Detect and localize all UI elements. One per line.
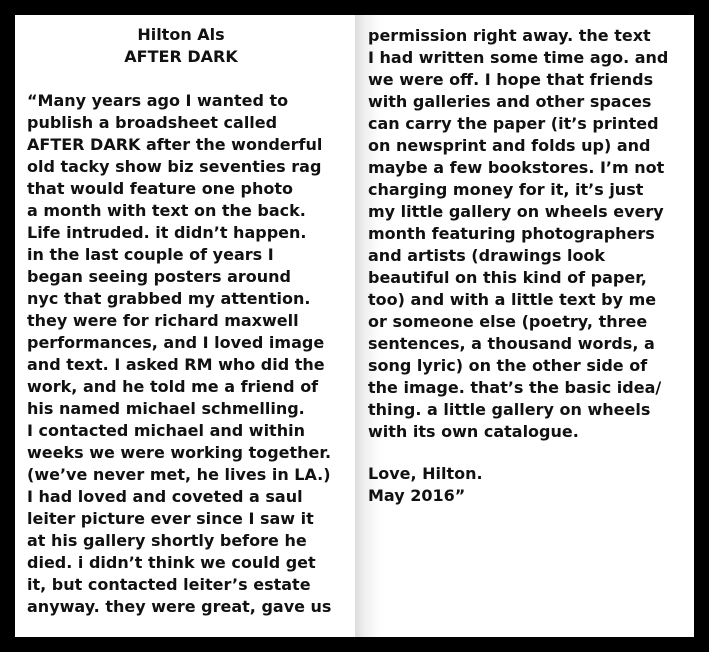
text-line: I had written some time ago. and [368,48,669,67]
author-name: Hilton Als [137,25,225,44]
text-line: died. i didn’t think we could get [27,553,316,572]
closing-line: Love, Hilton. [368,464,483,483]
text-line: they were for richard maxwell [27,311,299,330]
text-line: and text. I asked RM who did the [27,355,325,374]
left-page [15,15,355,637]
text-line: “Many years ago I wanted to [27,91,289,110]
text-line: performances, and I loved image [27,333,325,352]
right-page [355,15,694,637]
text-line: charging money for it, it’s just [368,180,644,199]
text-line: with galleries and other spaces [368,92,652,111]
text-line: we were off. I hope that friends [368,70,654,89]
text-line: permission right away. the text [368,26,651,45]
text-line: thing. a little gallery on wheels [368,400,651,419]
text-line: weeks we were working together. [27,443,332,462]
text-line: it, but contacted leiter’s estate [27,575,311,594]
text-line: began seeing posters around [27,267,292,286]
text-line: (we’ve never met, he lives in LA.) [27,465,331,484]
left-page-text [27,90,331,618]
text-line: song lyric) on the other side of [368,356,648,375]
text-line: with its own catalogue. [368,422,579,441]
text-line: sentences, a thousand words, a [368,334,655,353]
text-line: a month with text on the back. [27,201,306,220]
text-line: or someone else (poetry, three [368,312,648,331]
text-line: AFTER DARK after the wonderful [27,135,323,154]
text-line: leiter picture ever since I saw it [27,509,314,528]
date-line: May 2016” [368,486,466,505]
article-title: AFTER DARK [124,47,238,66]
text-line: I had loved and coveted a saul [27,487,303,506]
text-line: at his gallery shortly before he [27,531,307,550]
text-line: publish a broadsheet called [27,113,278,132]
text-line: beautiful on this kind of paper, [368,268,647,287]
text-line: work, and he told me a friend of [27,377,319,396]
text-line: anyway. they were great, gave us [27,597,332,616]
text-line: month featuring photographers [368,224,655,243]
text-line: on newsprint and folds up) and [368,136,651,155]
signoff [368,463,483,507]
text-line: nyc that grabbed my attention. [27,289,311,308]
text-line: too) and with a little text by me [368,290,657,309]
text-line: old tacky show biz seventies rag [27,157,322,176]
text-line: my little gallery on wheels every [368,202,664,221]
article-header [15,24,347,68]
text-line: can carry the paper (it’s printed [368,114,659,133]
right-page-text [368,25,668,443]
text-line: in the last couple of years I [27,245,274,264]
text-line: Life intruded. it didn’t happen. [27,223,307,242]
text-line: the image. that’s the basic idea/ [368,378,662,397]
text-line: his named michael schmelling. [27,399,305,418]
text-line: that would feature one photo [27,179,293,198]
text-line: and artists (drawings look [368,246,606,265]
text-line: maybe a few bookstores. I’m not [368,158,665,177]
text-line: I contacted michael and within [27,421,305,440]
